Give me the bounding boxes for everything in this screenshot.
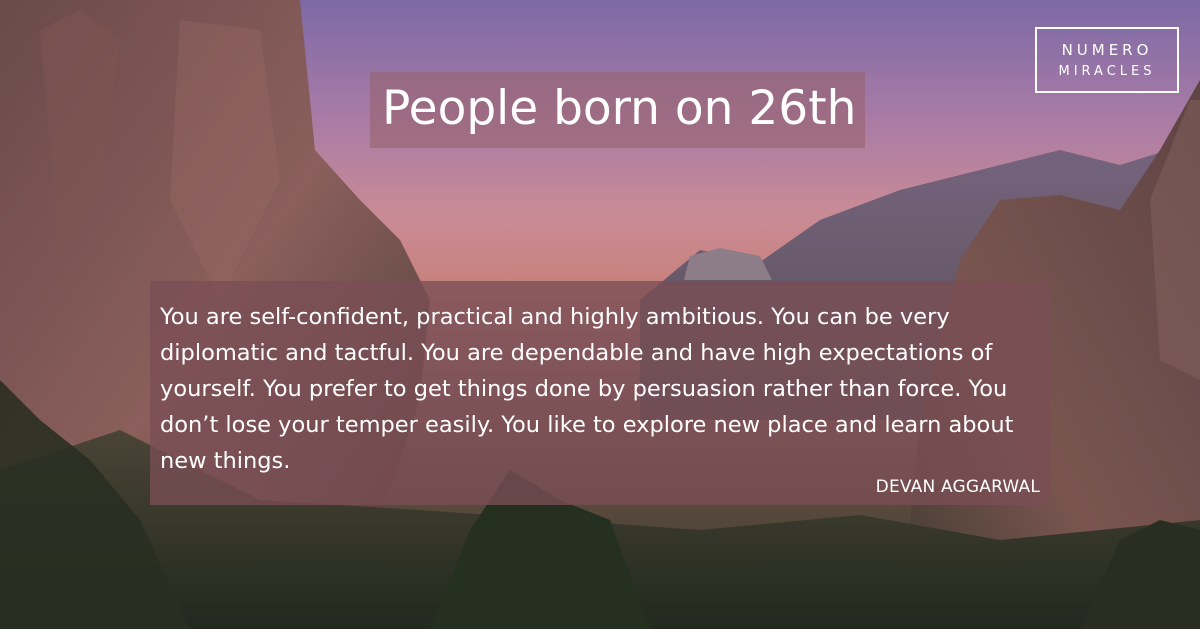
quote-panel: [150, 281, 1050, 505]
quote-text: You are self-confident, practical and highly ambitious. You can be very diplomatic and tactful. You are dependable and have high expectations of yourself. You prefer to get things done by persuasion rather than force. You don’t lose your temper easily. You like to explore new place and learn about new things.: [160, 304, 1014, 474]
author-name: DEVAN AGGARWAL: [875, 477, 1040, 497]
logo-line-2: MIRACLES: [1058, 64, 1156, 79]
logo-line-1: NUMERO: [1061, 41, 1153, 59]
numero-miracles-logo: [1035, 27, 1179, 93]
title-panel: [370, 72, 865, 148]
page-title: People born on 26th: [382, 81, 857, 136]
